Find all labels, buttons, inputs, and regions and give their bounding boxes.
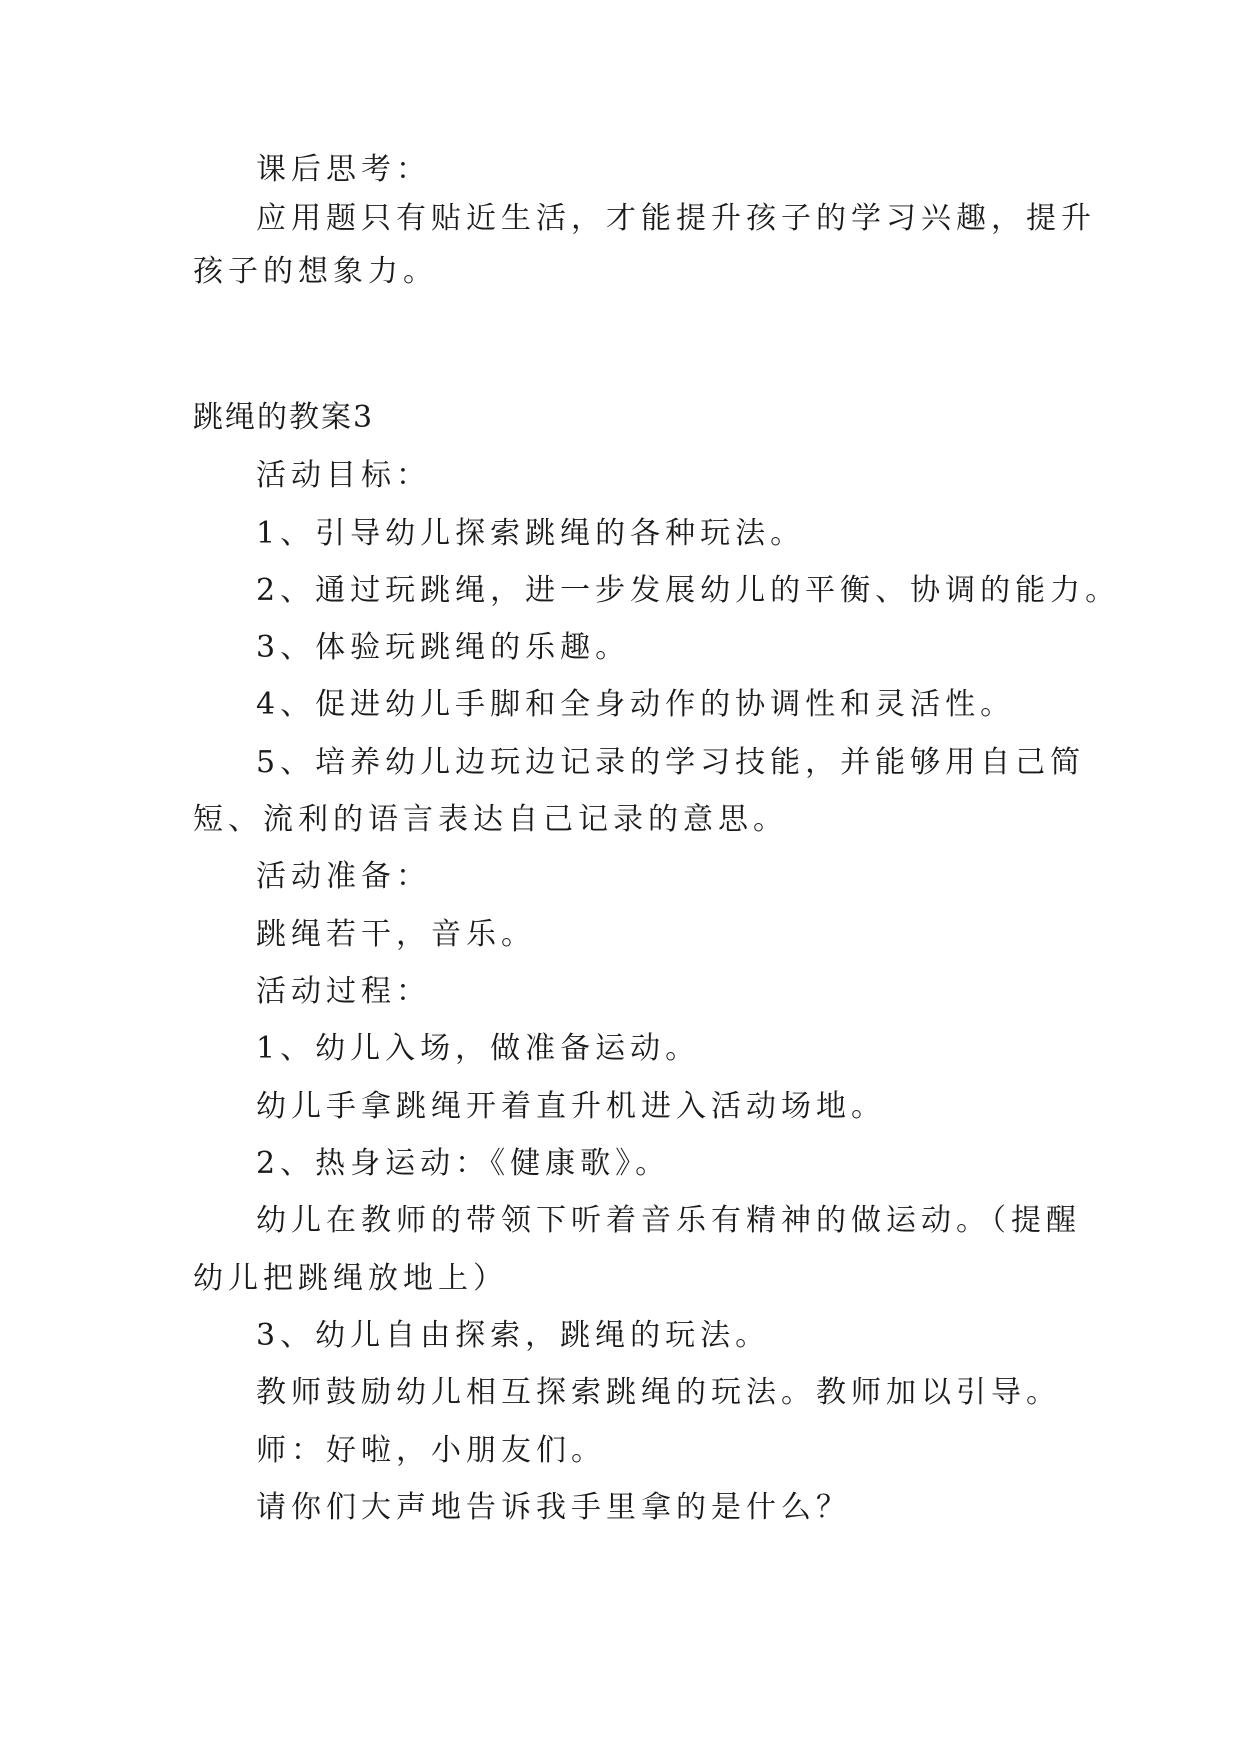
section-title: 跳绳的教案3 xyxy=(193,400,375,435)
process-step-3: 3、幼儿自由探索，跳绳的玩法。 xyxy=(256,1318,771,1353)
prep-text: 跳绳若干，音乐。 xyxy=(256,917,536,952)
goal-item-3: 3、体验玩跳绳的乐趣。 xyxy=(256,630,631,665)
process-step-1-detail: 幼儿手拿跳绳开着直升机进入活动场地。 xyxy=(256,1089,886,1124)
teacher-line: 师：好啦，小朋友们。 xyxy=(256,1433,606,1468)
process-heading: 活动过程： xyxy=(256,974,431,1009)
process-step-2-detail-line-2: 幼儿把跳绳放地上） xyxy=(193,1261,508,1296)
reflection-heading: 课后思考： xyxy=(256,152,431,187)
goal-item-5: 5、培养幼儿边玩边记录的学习技能，并能够用自己简 xyxy=(256,745,1086,780)
goal-item-2: 2、通过玩跳绳，进一步发展幼儿的平衡、协调的能力。 xyxy=(256,573,1121,608)
goal-item-5-continuation: 短、流利的语言表达自己记录的意思。 xyxy=(193,802,788,837)
goal-item-4: 4、促进幼儿手脚和全身动作的协调性和灵活性。 xyxy=(256,687,1016,722)
reflection-text-line-1: 应用题只有贴近生活，才能提升孩子的学习兴趣，提升 xyxy=(256,201,1096,236)
reflection-text-line-2: 孩子的想象力。 xyxy=(193,254,438,289)
process-step-3-detail: 教师鼓励幼儿相互探索跳绳的玩法。教师加以引导。 xyxy=(256,1375,1061,1410)
process-step-2: 2、热身运动：《健康歌》。 xyxy=(256,1146,671,1181)
prep-heading: 活动准备： xyxy=(256,859,431,894)
process-step-1: 1、幼儿入场，做准备运动。 xyxy=(256,1031,701,1066)
goal-item-1: 1、引导幼儿探索跳绳的各种玩法。 xyxy=(256,516,806,551)
goals-heading: 活动目标： xyxy=(256,458,431,493)
process-step-2-detail-line-1: 幼儿在教师的带领下听着音乐有精神的做运动。（提醒 xyxy=(256,1203,1081,1238)
question-line: 请你们大声地告诉我手里拿的是什么？ xyxy=(256,1490,851,1525)
